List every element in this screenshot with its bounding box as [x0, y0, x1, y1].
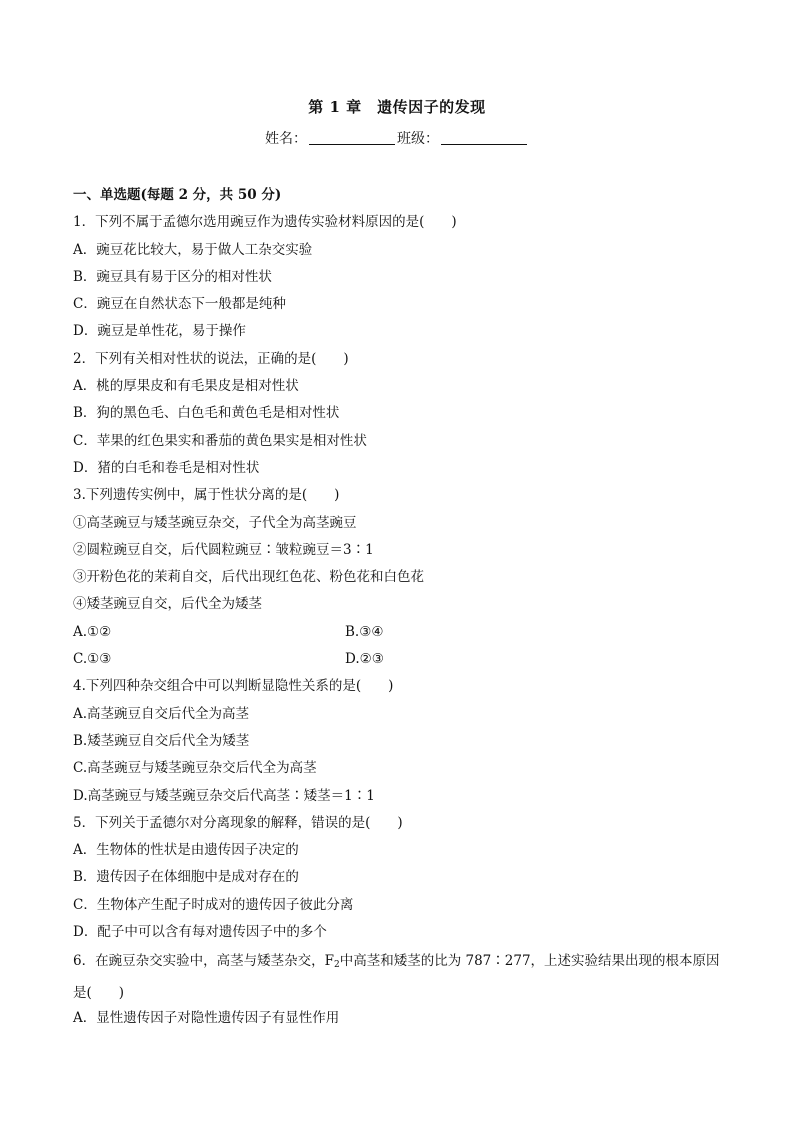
- question-list: [73, 184, 733, 1034]
- q3-stem: 3.下列遗传实例中，属于性状分离的是( ): [73, 487, 340, 504]
- q3-option-d: D.②③: [345, 651, 384, 668]
- q3-options-row-1: [73, 621, 733, 648]
- q3-statement-2: ②圆粒豌豆自交，后代圆粒豌豆∶皱粒豌豆＝3∶1: [73, 541, 374, 558]
- q1-option-a: A．豌豆花比较大，易于做人工杂交实验: [73, 241, 313, 258]
- q6-stem: [73, 948, 733, 1007]
- q2-option-a: A．桃的厚果皮和有毛果皮是相对性状: [73, 378, 299, 395]
- q2-stem: 2．下列有关相对性状的说法，正确的是( ): [73, 350, 349, 367]
- q3-options-row-2: [73, 648, 733, 675]
- q5-option-c: C．生物体产生配子时成对的遗传因子彼此分离: [73, 896, 354, 913]
- q3-statement-3: ③开粉色花的茉莉自交，后代出现红色花、粉色花和白色花: [73, 569, 424, 586]
- q2-option-d: D．猪的白毛和卷毛是相对性状: [73, 459, 260, 476]
- student-info-line: [0, 128, 794, 148]
- q1-option-d: D．豌豆是单性花，易于操作: [73, 323, 246, 340]
- q6-stem-start: 6．在豌豆杂交实验中，高茎与矮茎杂交，F: [73, 953, 334, 970]
- q5-stem: 5．下列关于孟德尔对分离现象的解释，错误的是( ): [73, 814, 403, 831]
- class-blank-field[interactable]: [441, 130, 527, 145]
- page-title: 第 1 章 遗传因子的发现: [308, 98, 486, 116]
- q3-option-a: A.①②: [73, 623, 112, 640]
- q2-option-b: B．狗的黑色毛、白色毛和黄色毛是相对性状: [73, 405, 340, 422]
- q6-stem-subscript: 2: [333, 960, 340, 971]
- q1-option-c: C．豌豆在自然状态下一般都是纯种: [73, 296, 286, 313]
- q3-option-c: C.①③: [73, 651, 112, 668]
- q4-option-c: C.高茎豌豆与矮茎豌豆杂交后代全为高茎: [73, 760, 317, 777]
- q4-option-a: A.高茎豌豆自交后代全为高茎: [73, 705, 250, 722]
- q3-statement-1: ①高茎豌豆与矮茎豌豆杂交，子代全为高茎豌豆: [73, 514, 357, 531]
- name-blank-field[interactable]: [309, 130, 395, 145]
- name-label: 姓名：: [265, 131, 307, 147]
- q5-option-d: D．配子中可以含有每对遗传因子中的多个: [73, 924, 327, 941]
- q4-option-b: B.矮茎豌豆自交后代全为矮茎: [73, 732, 250, 749]
- q6-stem-end: 中高茎和矮茎的比为 787∶277，上述实验结果出现的根本原因是( ): [73, 953, 720, 1001]
- q5-option-b: B．遗传因子在体细胞中是成对存在的: [73, 869, 299, 886]
- q4-stem: 4.下列四种杂交组合中可以判断显隐性关系的是( ): [73, 678, 394, 695]
- q3-statement-4: ④矮茎豌豆自交，后代全为矮茎: [73, 596, 262, 613]
- q3-option-b: B.③④: [345, 623, 384, 640]
- q5-option-a: A．生物体的性状是由遗传因子决定的: [73, 842, 299, 859]
- q2-option-c: C．苹果的红色果实和番茄的黄色果实是相对性状: [73, 432, 367, 449]
- q6-option-a: A．显性遗传因子对隐性遗传因子有显性作用: [73, 1009, 340, 1026]
- q1-option-b: B．豌豆具有易于区分的相对性状: [73, 268, 272, 285]
- q1-stem: 1．下列不属于孟德尔选用豌豆作为遗传实验材料原因的是( ): [73, 214, 457, 231]
- q4-option-d: D.高茎豌豆与矮茎豌豆杂交后代高茎∶矮茎＝1∶1: [73, 787, 375, 804]
- class-label: 班级：: [397, 131, 439, 147]
- section-heading: 一、单选题(每题 2 分，共 50 分): [73, 187, 282, 203]
